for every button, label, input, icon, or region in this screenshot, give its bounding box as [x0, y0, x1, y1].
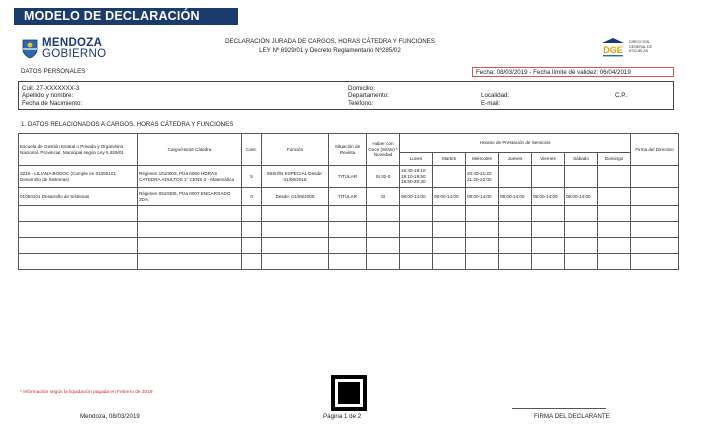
- birthdate-field: Fecha de Nacimiento:: [22, 99, 83, 107]
- cell-escuela: 01050101 Desarrollo de Sistemas: [19, 188, 138, 206]
- locality-field: Localidad:: [481, 92, 510, 100]
- cell-cant: 0: [242, 188, 262, 206]
- cell-sabado: 08:00-14:00: [565, 188, 598, 206]
- table-row: [19, 188, 679, 206]
- section-title: 1. DATOS RELACIONADOS A CARGOS, HORAS CÁTEDRA Y FUNCIONES: [21, 121, 234, 128]
- cell-domingo: [598, 166, 631, 188]
- cell-haber: SI: [367, 188, 400, 206]
- header-title: DECLARACIÓN JURADA DE CARGOS, HORAS CÁTEDRA Y FUNCIONES: [225, 38, 435, 45]
- table-row-empty: [19, 206, 679, 222]
- table-row-empty: [19, 222, 679, 238]
- dge-logo-text: DIRECCIÓN GENERAL DE ESCUELAS: [629, 40, 653, 54]
- declarant-signature-label: FIRMA DEL DECLARANTE: [534, 413, 610, 420]
- cell-cargo: Régimen 1610003, Plza 0060 HORAS CATEDRA ADULTOS 1° CENS 3 - Matemática: [138, 166, 242, 188]
- cell-viernes: 08:00-14:00: [532, 188, 565, 206]
- logo-line1: MENDOZA: [42, 37, 103, 49]
- cell-haber: SI 32-0: [367, 166, 400, 188]
- logo-line2: GOBIERNO: [42, 48, 107, 60]
- cell-lunes: 18:40-19:10 19:10-19:50 19:50-20:30: [400, 166, 433, 188]
- dge-logo-icon: [600, 37, 626, 57]
- header-day: Viernes: [532, 153, 565, 166]
- document-banner: MODELO DE DECLARACIÓN JURADA: [14, 8, 238, 25]
- cuil-field: Cuil: 27-XXXXXXX-3: [22, 85, 80, 92]
- signature-line: [512, 408, 606, 409]
- header-day: Jueves: [499, 153, 532, 166]
- cell-escuela: 3216 - LILIANA BODOC (Cumple en 01050101 Desarrollo de Sistemas): [19, 166, 138, 188]
- cell-funcion: Desde: 01/09/2005: [262, 188, 329, 206]
- date-validity-box: Fecha: 08/03/2019 - Fecha límite de validez: 06/04/2019: [472, 67, 674, 77]
- header-subtitle: LEY Nº 6929/01 y Decreto Reglamentario Nº285/02: [259, 47, 401, 54]
- mendoza-shield-icon: [22, 39, 38, 59]
- dge-logo: [600, 37, 667, 57]
- email-field: E-mail:: [481, 99, 501, 107]
- cell-viernes: [532, 166, 565, 188]
- cell-firma: [631, 166, 679, 188]
- postal-code-field: C.P.:: [615, 92, 628, 100]
- header-haber: Haber con Goce (Si/No) * Novedad: [367, 134, 400, 166]
- header-day: Sábado: [565, 153, 598, 166]
- header-day: Martes: [433, 153, 466, 166]
- liquidation-note: * Información según la liquidación pagada en Febrero de 2019: [20, 390, 153, 395]
- department-field: Departamento:: [348, 92, 389, 100]
- header-cant: Cant.: [242, 134, 262, 166]
- cell-miercoles: 20:40-21:20 21:20-22:00: [466, 166, 499, 188]
- cell-miercoles: 08:00-14:00: [466, 188, 499, 206]
- personal-data-box: [18, 81, 674, 110]
- cell-cargo: Régimen 0510305, Plza 0007 ENCARGADO 2DA.: [138, 188, 242, 206]
- cell-lunes: 08:00-14:00: [400, 188, 433, 206]
- header-escuela: Escuela de Gestión Estatal o Privada y Organismo Nacional, Provincial, Municipal según Ley 6.929/01: [19, 134, 138, 166]
- personal-data-title: DATOS PERSONALES: [21, 68, 86, 75]
- cell-sabado: [565, 166, 598, 188]
- positions-table: [18, 133, 679, 270]
- cell-martes: 08:00-14:00: [433, 188, 466, 206]
- document-header: [200, 37, 460, 55]
- table-row: [19, 166, 679, 188]
- header-day: Domingo: [598, 153, 631, 166]
- cell-cant: 5: [242, 166, 262, 188]
- cell-firma: [631, 188, 679, 206]
- header-day: Miércoles: [466, 153, 499, 166]
- dge-acronym: DGE: [603, 45, 623, 55]
- header-firma: Firma del Directivo: [631, 134, 679, 166]
- table-row-empty: [19, 238, 679, 254]
- cell-domingo: [598, 188, 631, 206]
- table-row-empty: [19, 254, 679, 270]
- cell-situacion: TITULAR: [329, 188, 367, 206]
- page-number: Página 1 de 2: [323, 413, 362, 420]
- mendoza-logo: [22, 38, 106, 60]
- cell-funcion: MISIÓN ESPECIAL Desde: 01/06/2018: [262, 166, 329, 188]
- name-field: Apellido y nombre:: [22, 92, 74, 100]
- header-cargo: Cargo/Horas Cátedra: [138, 134, 242, 166]
- header-funcion: Función: [262, 134, 329, 166]
- table-header-row: [19, 134, 679, 153]
- qr-code: [331, 375, 367, 411]
- cell-situacion: TITULAR: [329, 166, 367, 188]
- phone-field: Teléfono:: [348, 99, 374, 107]
- cell-jueves: [499, 166, 532, 188]
- place-date: Mendoza, 08/03/2019: [80, 413, 140, 420]
- header-horario: Horario de Prestación de Servicios: [400, 134, 631, 153]
- cell-jueves: 08:00-14:00: [499, 188, 532, 206]
- cell-martes: [433, 166, 466, 188]
- address-field: Domicilio:: [348, 85, 375, 92]
- header-day: Lunes: [400, 153, 433, 166]
- header-situacion: Situación de Revista: [329, 134, 367, 166]
